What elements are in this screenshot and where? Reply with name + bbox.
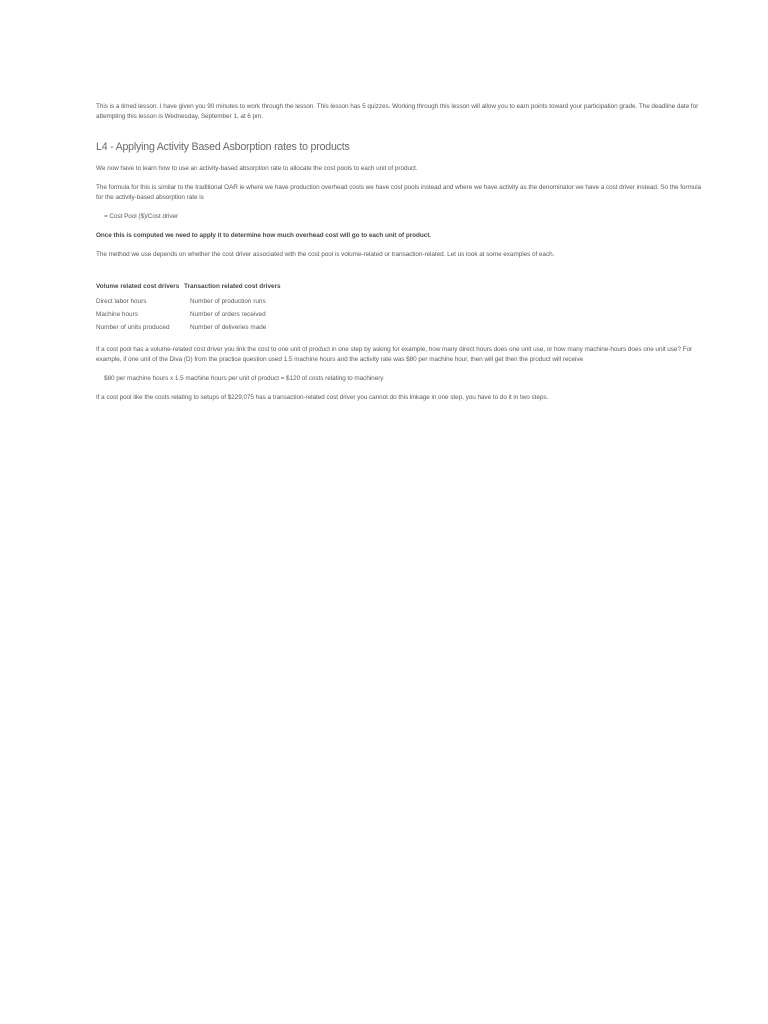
table-cell: Number of production runs [190,298,266,305]
table-header-row [96,282,281,295]
table-header-volume: Volume related cost drivers [96,283,180,290]
paragraph-volume-example: If a cost pool has a volume-related cost driver you link the cost to one unit of product in one step by asking for example, how many direct hours does one unit use, or how many machine-hours does one unit use? For example, if one unit of the Diva (D) from the practice question used 1.5 machine hours and the activity rate was $80 per machine hour, then will get then the product will receive [96,346,693,363]
intro-paragraph: This is a timed lesson. I have given you 90 minutes to work through the lesson. This lesson has 5 quizzes. Working through this lesson will allow you to earn points toward your participation grade. The deadline date for attempting this lesson is Wednesday, September 1, at 6 pm. [96,103,699,120]
paragraph-formula-intro: The formula for this is similar to the traditional OAR ie where we have production overhead costs we have cost pools instead and where we have activity as the denominator we have a cost driver instead. So the formula for the activity-based absorption rate is [96,184,702,201]
lesson-heading: L4 - Applying Activity Based Asborption rates to products [96,141,350,153]
bold-statement: Once this is computed we need to apply it to determine how much overhead cost will go to each unit of product. [96,232,432,239]
table-cell: Number of orders received [190,311,266,318]
table-header-transaction: Transaction related cost drivers [184,283,281,290]
lesson-content [96,102,708,412]
table-cell: Number of deliveries made [190,324,267,331]
table-cell: Machine hours [96,311,138,318]
table-row [96,308,281,321]
formula-line: = Cost Pool ($)/Cost driver [104,213,179,220]
paragraph-method: The method we use depends on whether the cost driver associated with the cost pool is volume-related or transaction-related. Let us look at some examples of each. [96,251,555,258]
paragraph-allocation: We now have to learn how to use an activity-based absorption rate to allocate the cost pools to each unit of product. [96,165,418,172]
paragraph-transaction-example: If a cost pool like the costs relating to setups of $229,075 has a transaction-related cost driver you cannot do this linkage in one step, you have to do it in two steps. [96,394,549,401]
table-cell: Number of units produced [96,324,170,331]
table-cell: Direct labor hours [96,298,147,305]
cost-drivers-table [96,282,281,334]
calculation-line: $80 per machine hours x 1.5 machine hours per unit of product = $120 of costs relating to machinery [104,375,384,382]
table-row [96,295,281,308]
table-row [96,321,281,334]
